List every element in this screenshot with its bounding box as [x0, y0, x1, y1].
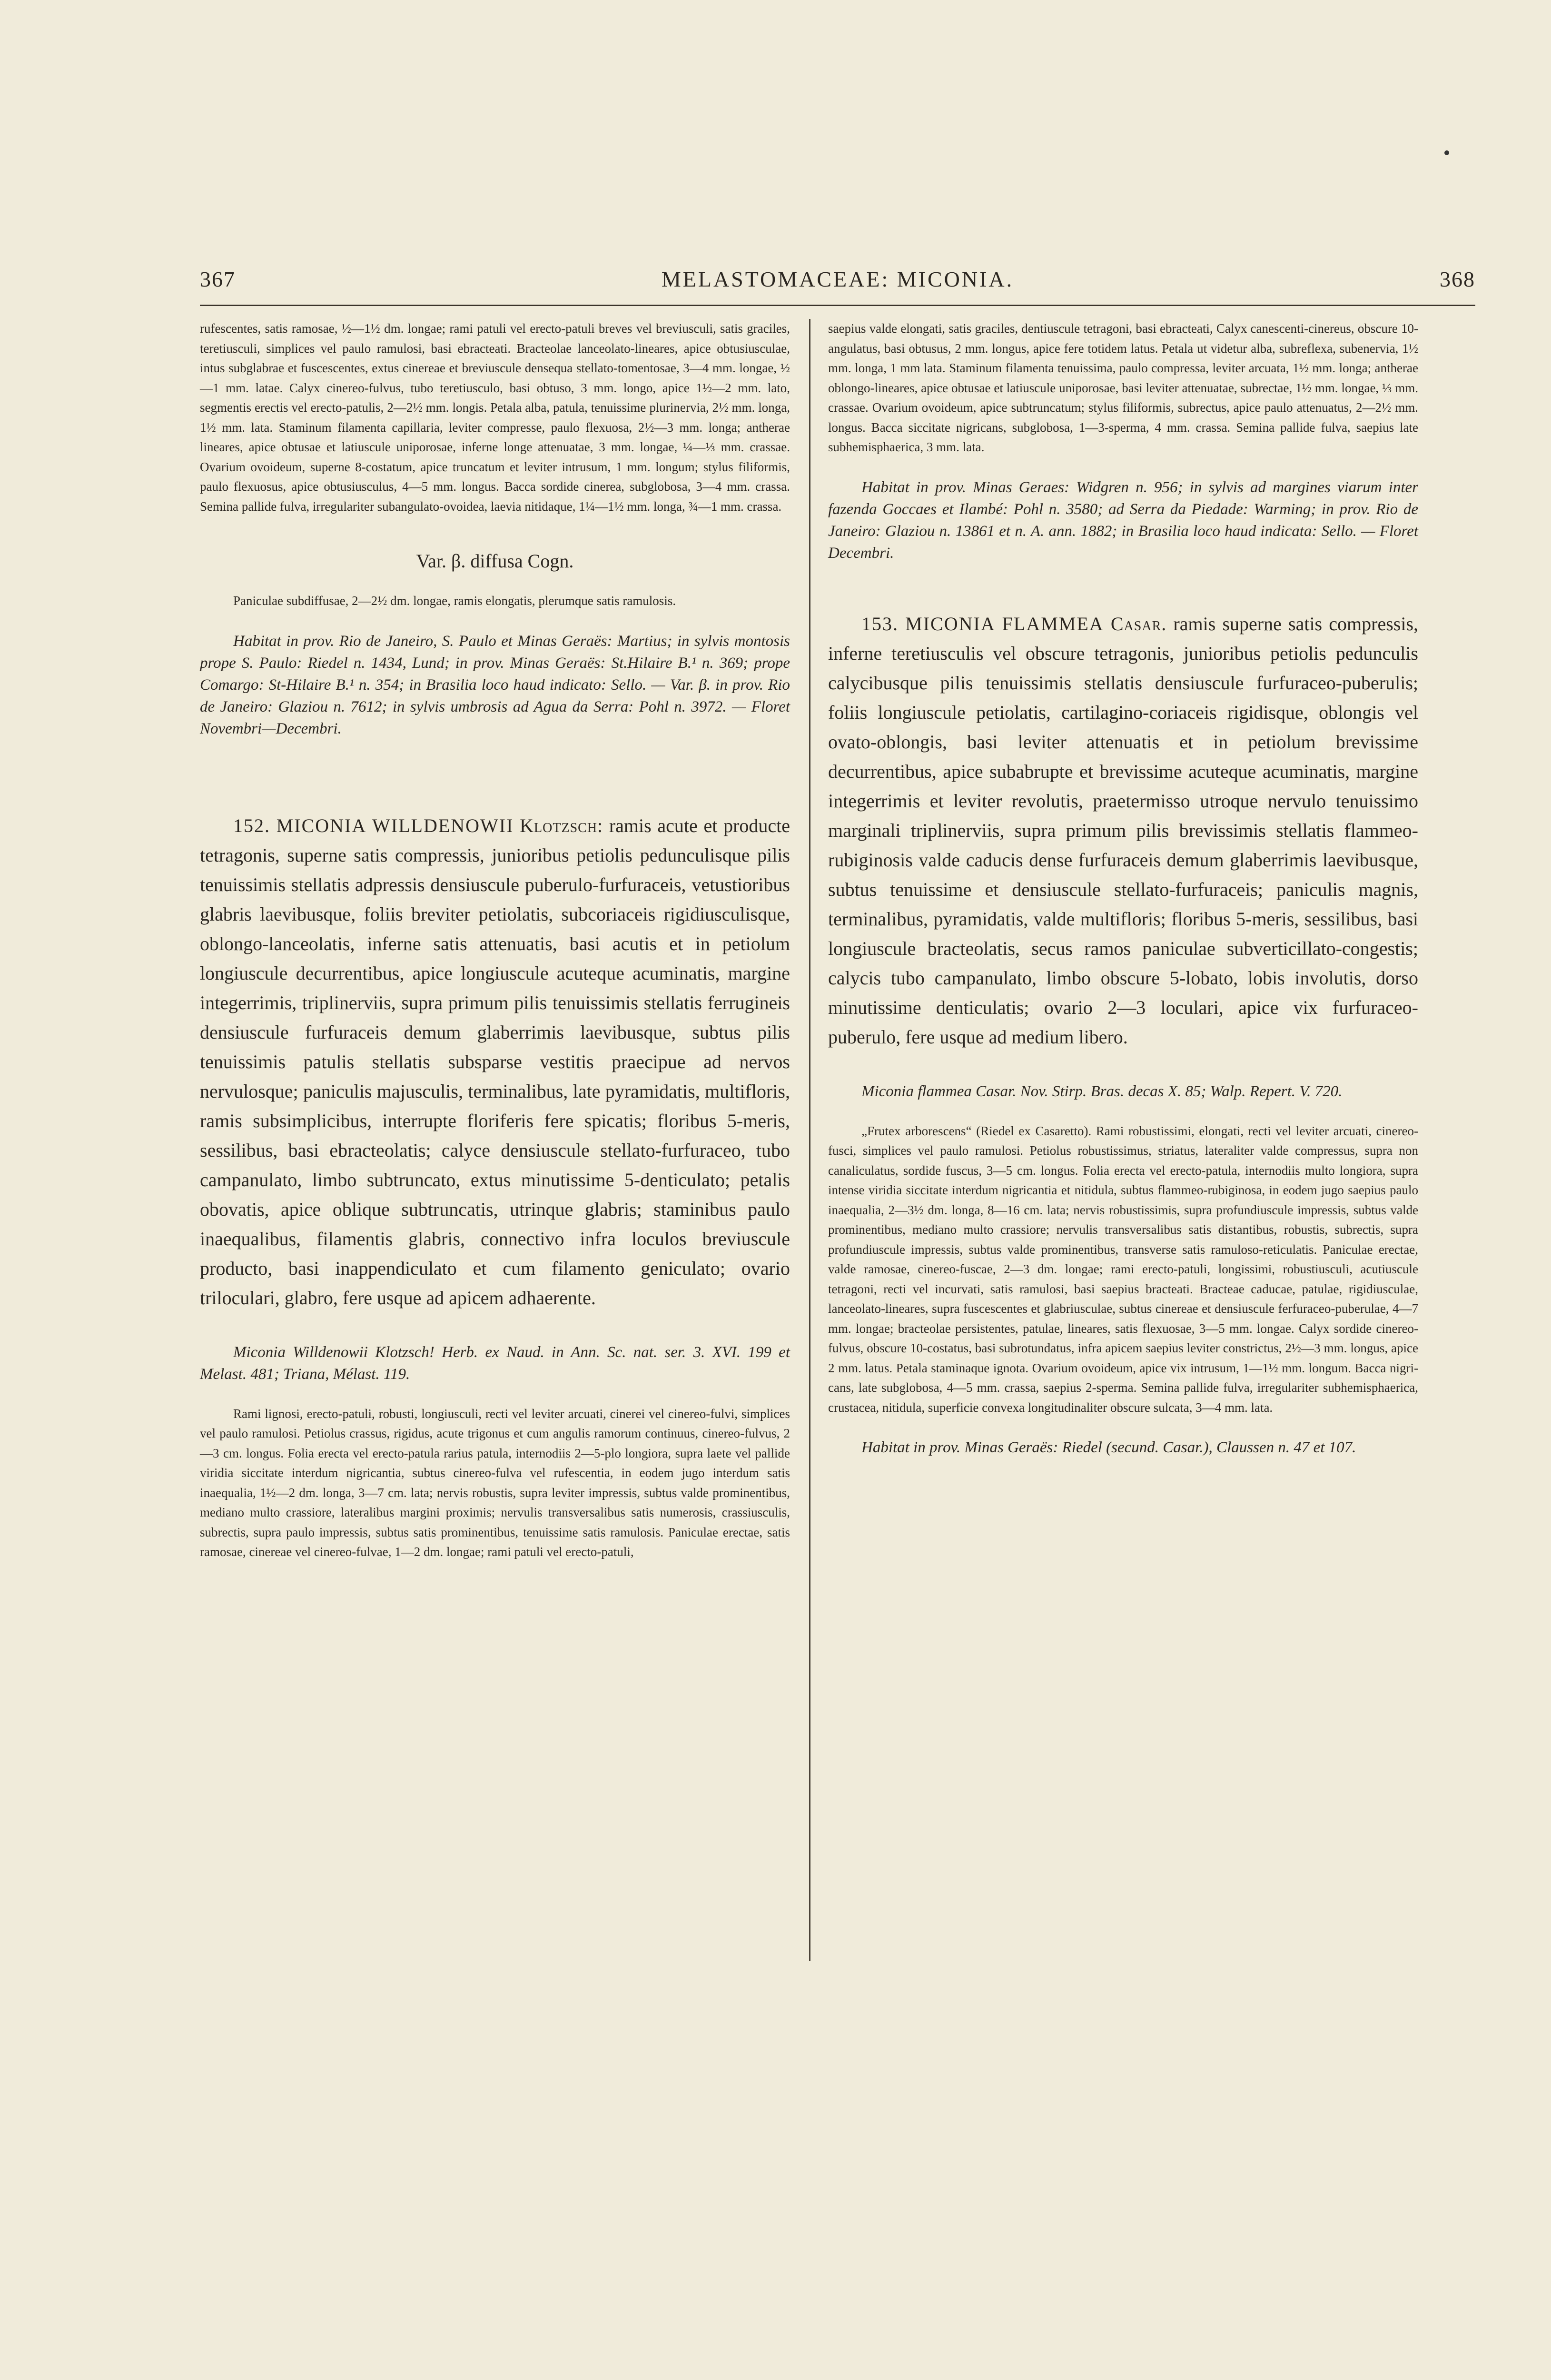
species-152-author: Klotzsch:	[520, 814, 603, 836]
column-divider	[809, 319, 810, 1961]
species-152-number: 152.	[233, 814, 270, 836]
species-152-diagnosis: ramis acute et producte tetragonis, superne satis compressis, junioribus petiolis pedunculisque pilis tenuissimis stellatis adpressis densiuscule puberulo-furfuraceis, vetustioribus glabris laevibusque, foliis breviter petiolatis, subcoriaceis rigidiusculisque, oblongo-lanceolatis, inferne satis attenuatis, basi acutis et in petiolum longiuscule decurrentibus, apice longiuscule acuteque acuminatis, margine integerrimis, triplinerviis, supra primum pilis tenuissimis stellatis ferrugineis densiuscule furfuraceis demum glaberrimis laevibusque, subtus pilis tenuissimis patulis stellatis subsparse vestitis praecipue ad nervos nervulosque; paniculis majusculis, terminalibus, late pyramidatis, multifloris, ramis subsimplicibus, interrupte floriferis fere spicatis; floribus 5-meris, sessilibus, basi ebracteolatis; calyce densiuscule stellato-furfuraceo, tubo campanulato, limbo subtruncato, extus minutissime 5-denticulato; petalis obovatis, apice oblique subtruncatis, utrinque glabris; staminibus paulo inaequalibus, filamentis glabris, connectivo infra loculos breviuscule producto, basi inappendiculato et cum filamento geniculato; ovario triloculari, glabro, fere usque ad apicem adhaerente.	[200, 814, 790, 1309]
header-rule	[200, 305, 1475, 306]
species-153-author: Casar.	[1110, 613, 1167, 635]
species-153-entry	[828, 609, 1418, 1052]
variety-heading	[200, 550, 790, 572]
page-header	[200, 267, 1475, 305]
right-column	[828, 319, 1418, 1458]
left-description-continued: rufescentes, satis ramosae, ½—1½ dm. longae; rami patuli vel erecto-patuli breves vel breviusculi, satis graciles, teretiusculi, simplices vel paulo ramulosi, basi ebracteati. Bracteolae lanceolato-lineares, apice obtusiusculae, intus subglabrae et fuscescentes, extus cinereae et breviuscule densequa stellato-tomentosae, 3—4 mm. longae, ½—1 mm. latae. Calyx cinereo-fulvus, tubo teretiusculo, basi obtuso, 3 mm. longo, apice 1½—2 mm. lato, segmentis erectis vel erecto-patulis, 2—2½ mm. longis. Petala alba, patula, tenuissime plurinervia, 2½ mm. longa, 1½ mm. lata. Staminum filamenta capillaria, leviter compresse, paulo flexuosa, 2½—3 mm. longa; antherae lineares, apice obtusae et latiuscule uniporosae, inferne longe attenuatae, 3 mm. longae, ¼—⅓ mm. crassae. Ovarium ovoideum, superne 8-costatum, apice truncatum et leviter intrusum, 1 mm. longum; stylus filiformis, paulo flexuosus, apice obtusiusculus, 4—5 mm. longus. Bacca sordide cinerea, subglobosa, 3—4 mm. crassa. Semina pallide fulva, irregulariter subangulato-ovoidea, laevia nitidaque, 1¼—1½ mm. longa, ¾—1 mm. crassa.	[200, 321, 790, 514]
left-column	[200, 319, 790, 1562]
variety-heading-text: Var. β. diffusa Cogn.	[416, 550, 574, 572]
species-152-description: Rami lignosi, erecto-patuli, robusti, longiusculi, recti vel leviter arcuati, cinerei vel cinereo-fulvi, simplices vel paulo ramulosi. Petiolus crassus, rigidus, acute trigonus et cum angulis ramorum continuus, cinereo-fulvus, 2—3 cm. longus. Folia erecta vel erecto-patula rarius patula, internodiis 2—5-plo longiora, supra laete vel pallide viridia siccitate interdum nigricantia, subtus cinereo-fulva vel rufescentia, in eodem jugo interdum satis inaequalia, 1½—2 dm. longa, 3—7 cm. lata; nervis robustis, supra leviter impressis, subtus valde prominentibus, mediano multo crassiore, lateralibus margini proximis; nervulis transversalibus satis numerosis, crassiusculis, subrectis, supra paulo impressis, subtus satis prominentibus, tenuissime satis ramulosis. Paniculae erectae, satis ramosae, cinereae vel cinereo-fulvae, 1—2 dm. longae; rami patuli vel erecto-patuli,	[200, 1406, 790, 1559]
species-153-diagnosis: ramis superne satis compressis, inferne teretiusculis vel obscure tetragonis, junioribus petiolis pedunculis calycibusque pilis tenuissimis stellatis densiuscule furfuraceo-puberulis; foliis longiuscule petiolatis, cartilagino-coriaceis rigidisque, oblongis vel ovato-oblongis, basi leviter attenuatis et in petiolum brevissime decurrentibus, apice subabrupte et brevissime acuteque acuminatis, margine integerrimis et leviter revolutis, praetermisso utroque nervulo tenuissimo marginali triplinerviis, supra primum pilis brevissimis stellatis flammeo-rubiginosis valde caducis dense furfuraceis demum glaberrimis laevibusque, subtus tenuissime et densiuscule stellato-furfuraceis; paniculis magnis, terminalibus, pyramidatis, valde multifloris; floribus 5-meris, sessilibus, basi longiuscule bracteolatis, secus ramos paniculae subverticillato-congestis; calycis tubo campanulato, limbo obscure 5-lobato, lobis involutis, dorso minutissime denticulatis; ovario 2—3 loculari, apice vix furfuraceo-puberulo, fere usque ad medium libero.	[828, 613, 1419, 1048]
running-title: MELASTOMACEAE: MICONIA.	[661, 267, 1014, 291]
ink-speck	[1444, 150, 1449, 155]
right-habitat: Habitat in prov. Minas Geraes: Widgren n. 956; in sylvis ad margines viarum inter fazenda Goccaes et Ilambé: Pohl n. 3580; ad Serra da Piedade: Warming; in prov. Rio de Janeiro: Glaziou n. 13861 et n. A. ann. 1882; in Brasilia loco haud indicata: Sello. — Floret Decembri.	[828, 478, 1418, 562]
species-153-name: MICONIA FLAMMEA	[905, 613, 1104, 635]
species-152-name: MICONIA WILLDENOWII	[276, 814, 514, 836]
species-152-citation: Miconia Willdenowii Klotzsch! Herb. ex Naud. in Ann. Sc. nat. ser. 3. XVI. 199 et Melast. 481; Triana, Mélast. 119.	[200, 1343, 790, 1383]
species-153-number: 153.	[861, 613, 899, 635]
species-152-entry	[200, 811, 790, 1313]
species-153-description: „Frutex arborescens“ (Riedel ex Casaretto). Rami robustissimi, elongati, recti vel leviter arcuati, cinereo-fusci, simplices vel paulo ramulosi. Petiolus robustissimus, striatus, lateraliter valde compressus, supra non canaliculatus, sordide fuscus, 3—5 cm. longus. Folia erecta vel erecto-patula, internodiis multo longiora, supra intense viridia siccitate interdum nigricantia et nitidula, subtus flammeo-rubiginosa, in eodem jugo saepius paulo inaequalia, 2—3½ dm. longa, 8—16 cm. lata; nervis robustissimis, supra profundiuscule impressis, subtus valde prominentibus, mediano multo crassiore; nervulis transversalibus satis distantibus, robustis, subrectis, supra profundiuscule impressis, subtus valde prominentibus, transverse satis ramuloso-reticulatis. Paniculae erectae, valde ramosae, cinereo-fuscae, 2—3 dm. longae; rami erecto-patuli, longissimi, robustiusculi, acutiuscule tetragoni, recti vel incurvati, satis ramulosi, basi saepius bracteati. Bracteae caducae, patulae, rigidiusculae, lanceolato-lineares, supra fuscescentes et glabriusculae, subtus cinereae et densiuscule ferfuraceo-puberulae, 4—7 mm. longae; bracteolae persistentes, patulae, lineares, satis flexuosae, 3—5 mm. longae. Calyx sordide cinereo-fulvus, obscure 10-costatus, basi subrotundatus, infra apicem saepius leviter constrictus, 2½—3 mm. longus, apice 2 mm. latus. Petala staminaque ignota. Ovarium ovoideum, apice vix intrusum, 1—1½ mm. longum. Bacca nigricans, late subglobosa, 4—5 mm. crassa, saepius 2-sperma. Semina pallide fulva, irregulariter subhemisphaerica, crustacea, nitidula, superficie convexa longitudinaliter obscure sulcata, 3—4 mm. lata.	[828, 1123, 1418, 1415]
species-153-citation: Miconia flammea Casar. Nov. Stirp. Bras. decas X. 85; Walp. Repert. V. 720.	[861, 1082, 1343, 1100]
right-description-continued: saepius valde elongati, satis graciles, dentiuscule tetragoni, basi ebracteati, Calyx canescenti-cinereus, obscure 10-angulatus, basi obtusus, 2 mm. longus, apice fere totidem latus. Petala ut videtur alba, subreflexa, subenervia, 1½ mm. longa, 1 mm lata. Staminum filamenta tenuissima, paulo compressa, leviter arcuata, 1½ mm. longa; antherae oblongo-lineares, apice obtusae et latiuscule uniporosae, basi leviter attenuatae, subrectae, 1½ mm. longae, ⅓ mm. crassae. Ovarium ovoideum, apice subtruncatum; stylus filiformis, subrectus, apice paulo attenuatus, 2—2½ mm. longus. Bacca siccitate nigricans, subglobosa, 1—3-sperma, 4 mm. crassa. Semina pallide fulva, saepius late subhemisphaerica, 3 mm. lata.	[828, 321, 1418, 454]
species-153-habitat: Habitat in prov. Minas Geraës: Riedel (secund. Casar.), Claussen n. 47 et 107.	[861, 1439, 1356, 1456]
variety-description: Paniculae subdiffusae, 2—2½ dm. longae, ramis elongatis, plerumque satis ramulosis.	[233, 594, 676, 608]
left-habitat: Habitat in prov. Rio de Janeiro, S. Paulo et Minas Geraës: Martius; in sylvis montosis prope S. Paulo: Riedel n. 1434, Lund; in prov. Minas Geraës: St.Hilaire B.¹ n. 369; prope Comargo: St-Hilaire B.¹ n. 354; in Brasilia loco haud indicato: Sello. — Var. β. in prov. Rio de Janeiro: Glaziou n. 7612; in sylvis umbrosis ad Agua da Serra: Pohl n. 3972. — Floret Novembri—Decembri.	[200, 632, 790, 737]
left-page-number: 367	[200, 267, 236, 291]
right-page-number: 368	[1440, 267, 1475, 291]
